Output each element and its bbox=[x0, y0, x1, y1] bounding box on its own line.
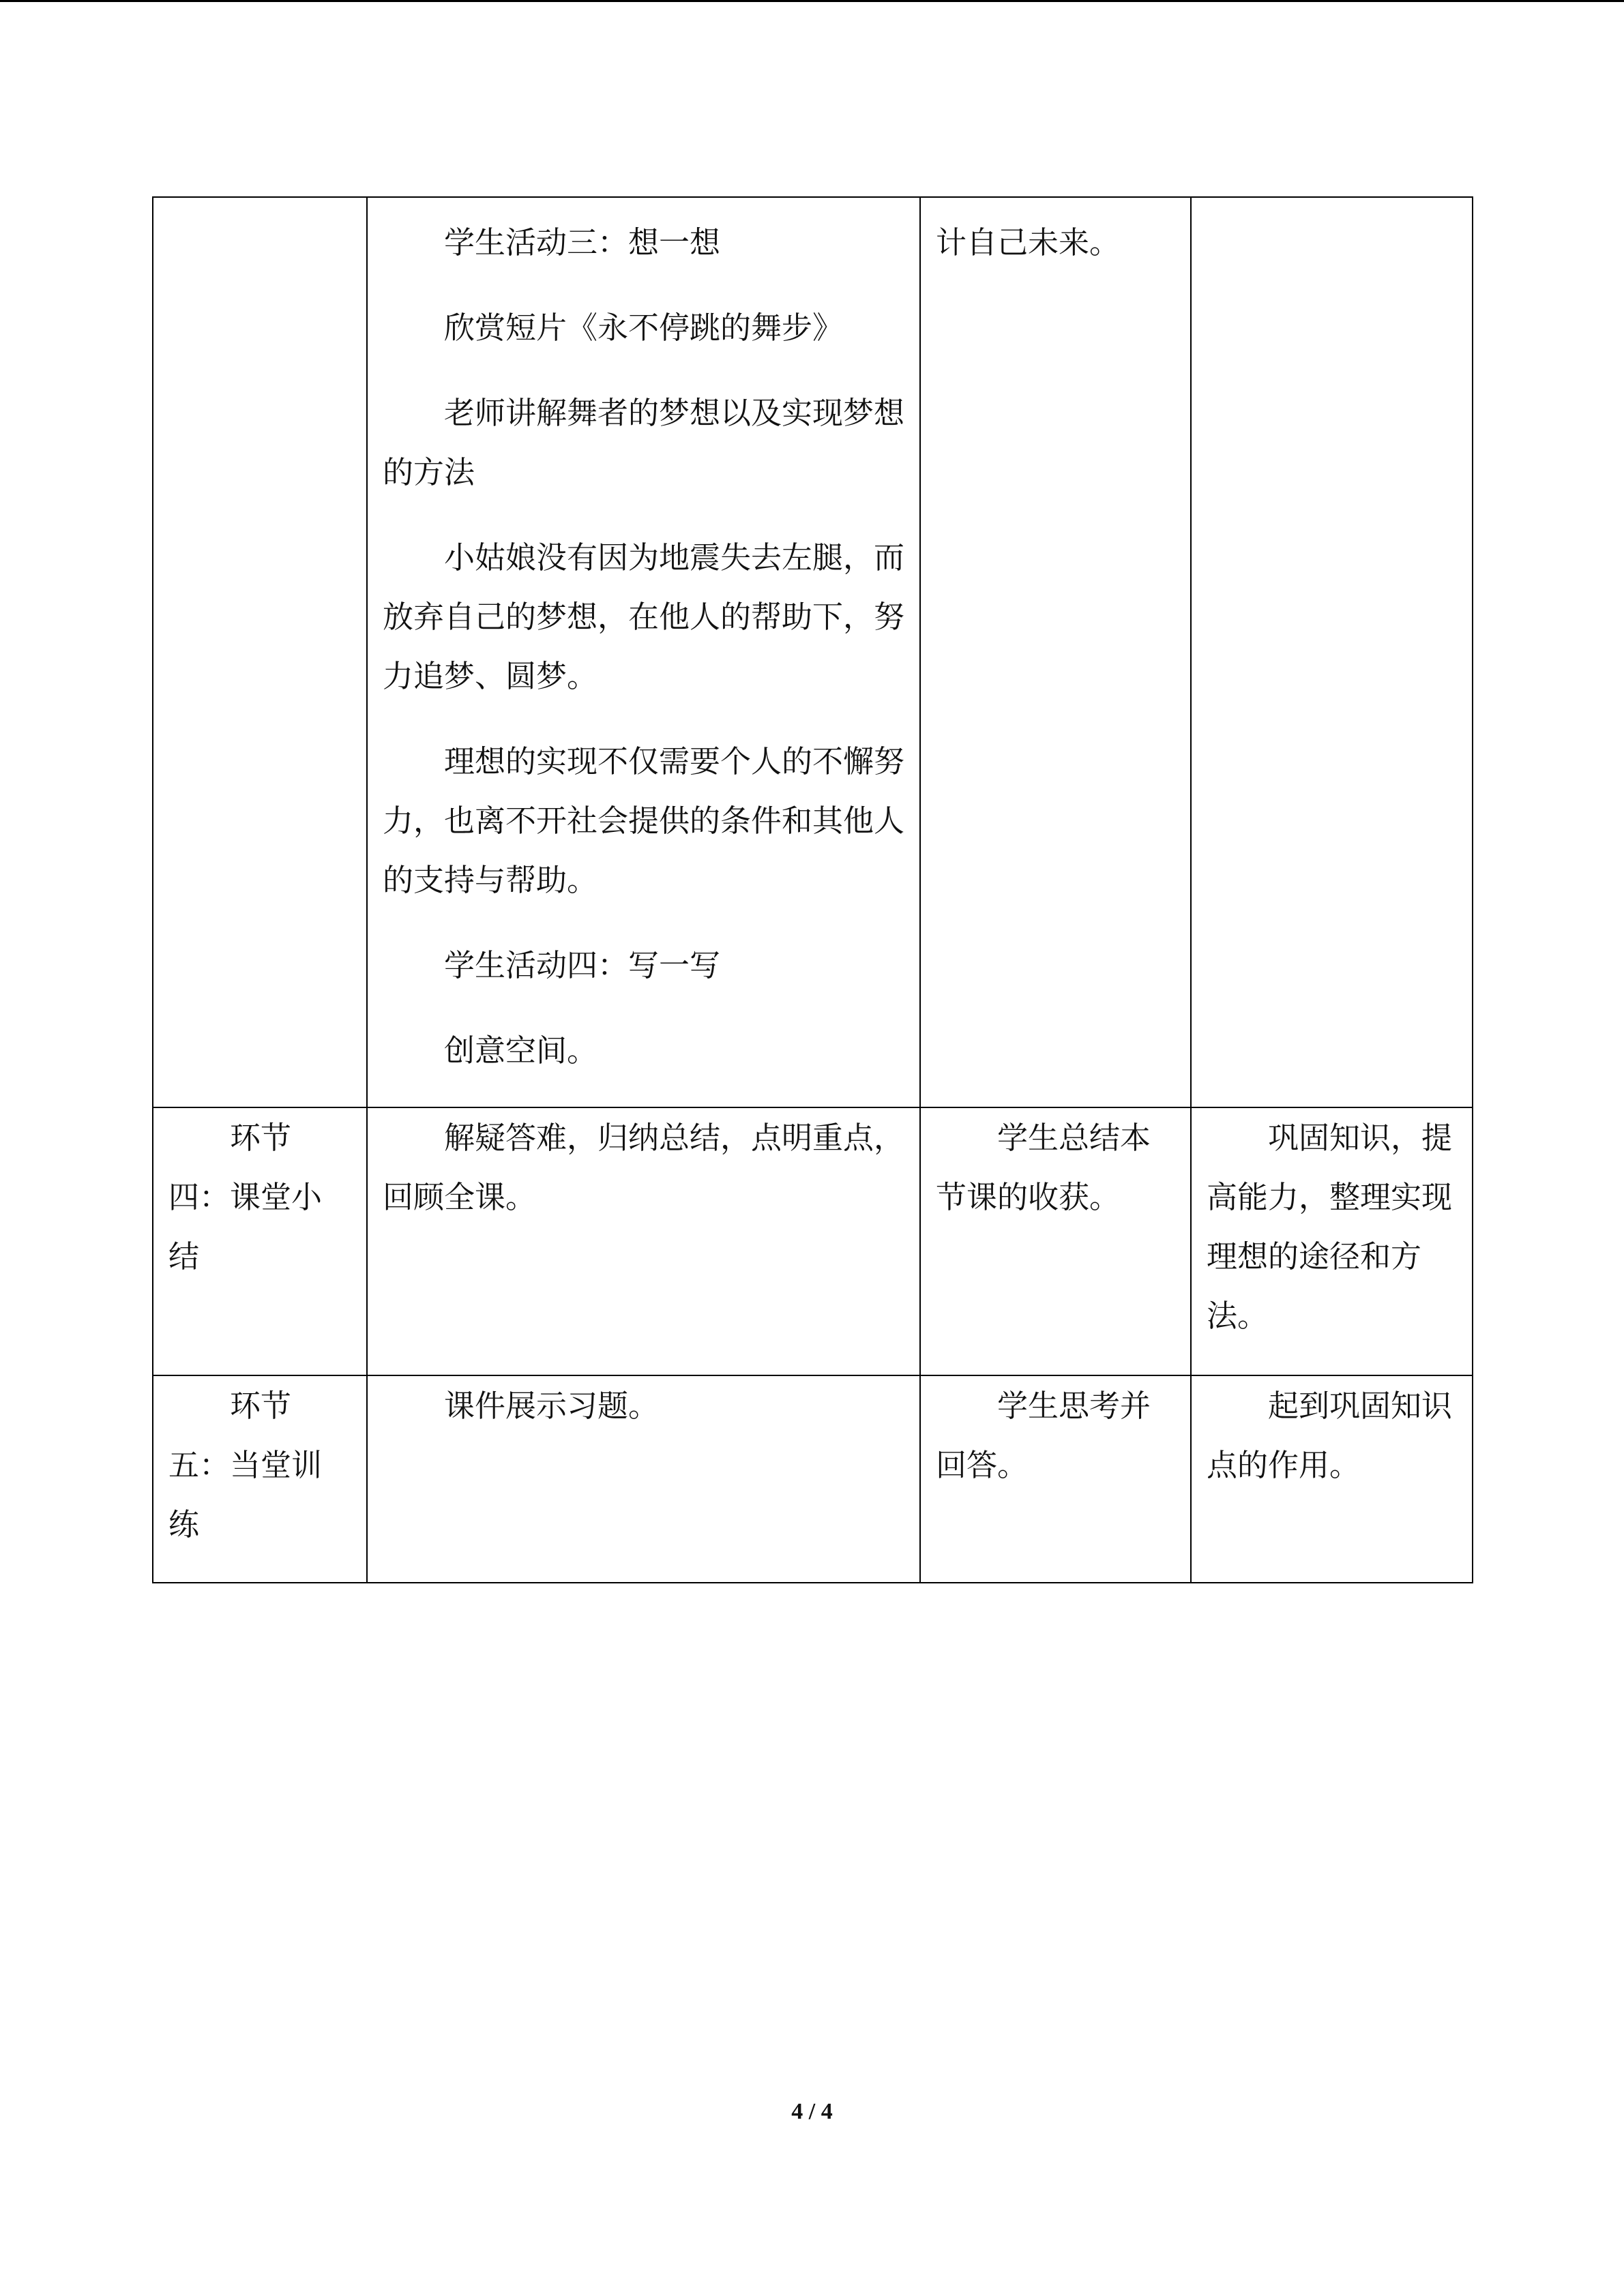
stage-cell bbox=[153, 197, 367, 1107]
design-intent-cell bbox=[1191, 1375, 1473, 1583]
teacher-activity-cell bbox=[367, 1375, 920, 1583]
design-intent-text: 起到巩固知识点的作用。 bbox=[1207, 1388, 1453, 1483]
activity-paragraph: 理想的实现不仅需要个人的不懈努力，也离不开社会提供的条件和其他人的支持与帮助。 bbox=[383, 743, 905, 898]
student-activity-cell bbox=[920, 1375, 1191, 1583]
student-activity-text: 学生总结本节课的收获。 bbox=[936, 1120, 1151, 1215]
activity-paragraph: 创意空间。 bbox=[444, 1032, 598, 1069]
stage-text: 环节五：当堂训练 bbox=[168, 1388, 323, 1542]
teacher-activity-cell bbox=[367, 197, 920, 1107]
table-row bbox=[153, 197, 1473, 1107]
teacher-activity-cell bbox=[367, 1107, 920, 1375]
page-number: 4 / 4 bbox=[791, 2099, 833, 2124]
stage-cell bbox=[153, 1375, 367, 1583]
activity-paragraph: 学生活动三：想一想 bbox=[444, 224, 721, 260]
table-row bbox=[153, 1375, 1473, 1583]
student-activity-cell bbox=[920, 1107, 1191, 1375]
design-intent-text: 巩固知识，提高能力，整理实现理想的途径和方法。 bbox=[1207, 1120, 1453, 1334]
activity-paragraph: 课件展示习题。 bbox=[444, 1388, 660, 1424]
page-top-border bbox=[0, 0, 1624, 2]
activity-paragraph: 欣赏短片《永不停跳的舞步》 bbox=[444, 310, 844, 346]
student-activity-cell bbox=[920, 197, 1191, 1107]
stage-text: 环节四：课堂小结 bbox=[168, 1120, 323, 1274]
design-intent-cell bbox=[1191, 197, 1473, 1107]
student-activity-text: 计自己未来。 bbox=[936, 224, 1121, 260]
lesson-plan-table bbox=[152, 196, 1473, 1583]
activity-paragraph: 解疑答难，归纳总结，点明重点，回顾全课。 bbox=[383, 1120, 905, 1215]
student-activity-text: 学生思考并回答。 bbox=[936, 1388, 1151, 1483]
design-intent-cell bbox=[1191, 1107, 1473, 1375]
activity-paragraph: 学生活动四：写一写 bbox=[444, 947, 721, 983]
activity-paragraph: 老师讲解舞者的梦想以及实现梦想的方法 bbox=[383, 395, 905, 490]
table-row bbox=[153, 1107, 1473, 1375]
activity-paragraph: 小姑娘没有因为地震失去左腿，而放弃自己的梦想，在他人的帮助下，努力追梦、圆梦。 bbox=[383, 539, 905, 694]
stage-cell bbox=[153, 1107, 367, 1375]
